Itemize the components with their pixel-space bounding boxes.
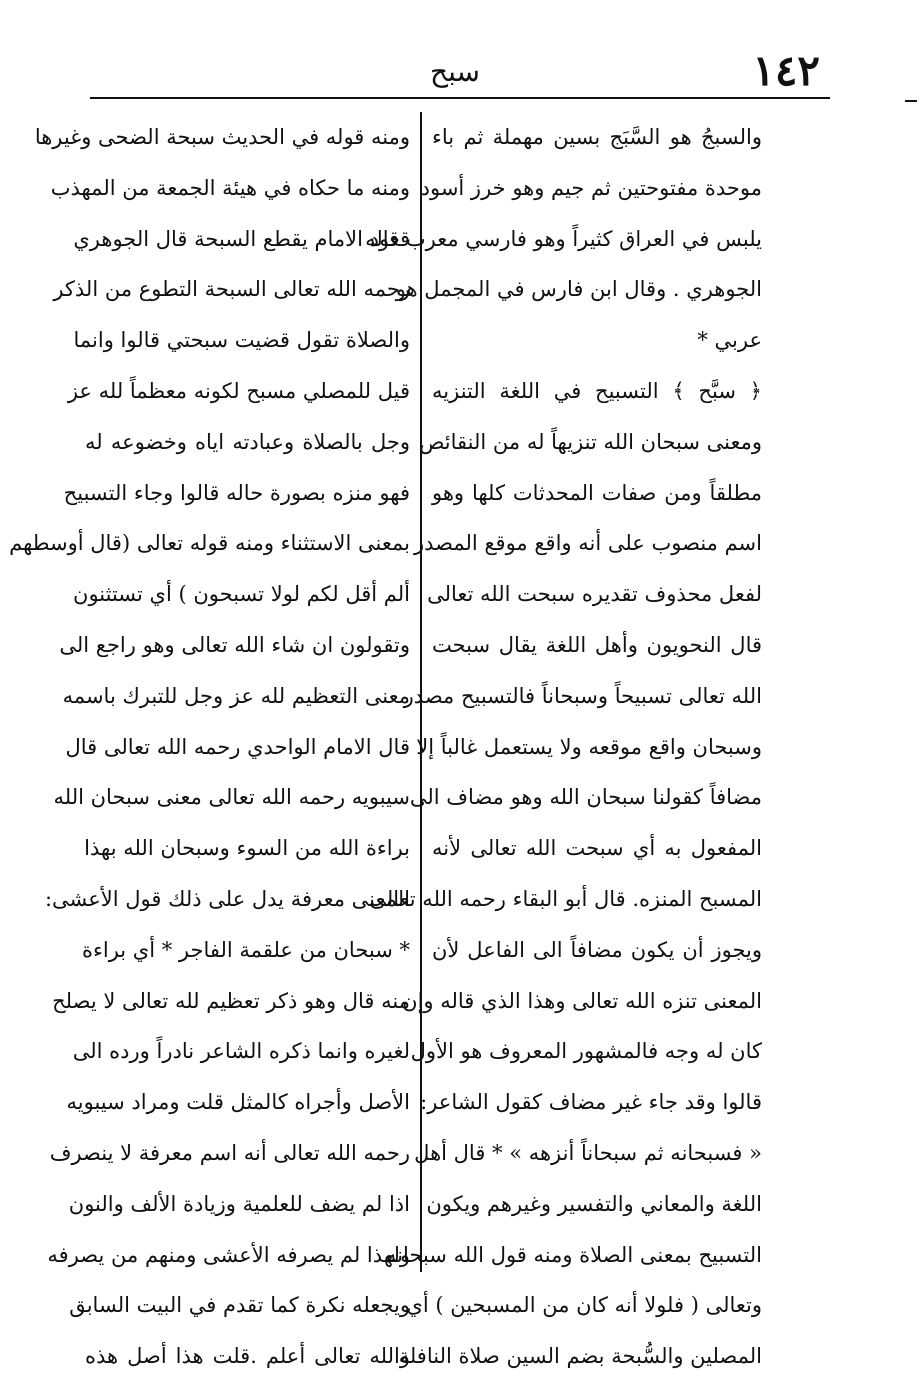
text-line: والله تعالى أعلم .قلت هذا أصل هذه [85,1344,410,1369]
text-line: لفعل محذوف تقديره سبحت الله تعالى [427,582,762,607]
text-line: معنى التعظيم لله عز وجل للتبرك باسمه [62,683,410,708]
text-line: سيبويه رحمه الله تعالى معنى سبحان الله [53,785,410,810]
text-line: الأصل وأجراه كالمثل قلت ومراد سيبويه [66,1090,410,1115]
margin-mark [905,100,917,102]
text-line: المفعول به أي سبحت الله تعالى لأنه [432,836,762,861]
text-line: المصلين والسُّبحة بضم السين صلاة النافلة [398,1344,762,1369]
text-line: وجل بالصلاة وعبادته اياه وخضوعه له [85,429,410,454]
text-line: ألم أقل لكم لولا تسبحون ) أي تستثنون [73,582,410,607]
text-line: مطلقاً ومن صفات المحدثات كلها وهو [432,480,762,505]
text-line: المعنى معرفة يدل على ذلك قول الأعشى: [44,886,410,911]
text-line: منه قال وهو ذكر تعظيم لله تعالى لا يصلح [52,988,410,1013]
text-line: لغيره وانما ذكره الشاعر نادراً ورده الى [72,1039,410,1064]
text-line: ومعنى سبحان الله تنزيهاً له من النقائص [419,429,762,454]
text-line: والسبجُ هو السَّبَج بسين مهملة ثم باء [432,125,762,149]
text-line: يلبس في العراق كثيراً وهو فارسي معرب قاله [365,226,762,251]
text-line: ولهذا لم يصرفه الأعشى ومنهم من يصرفه [47,1242,410,1267]
text-line: « فسبحانه ثم سبحاناً أنزهه » * قال أهل [414,1140,762,1165]
text-line: التسبيح بمعنى الصلاة ومنه قول الله سبحانه [385,1242,762,1267]
text-line: المسبح المنزه. قال أبو البقاء رحمه الله تعالى [369,886,762,911]
text-line: مضافاً كقولنا سبحان الله وهو مضاف الى [409,785,762,810]
text-line: ويجعله نكرة كما تقدم في البيت السابق [69,1293,410,1318]
text-line: بمعنى الاستثناء ومنه قوله تعالى (قال أوسطهم [9,531,410,556]
text-line: * سبحان من علقمة الفاجر * أي براءة [81,937,410,962]
text-line: اللغة والمعاني والتفسير وغيرهم ويكون [426,1191,762,1216]
text-line: قيل للمصلي مسبح لكونه معظماً لله عز [67,378,410,403]
running-head: سبح [430,55,480,88]
text-line: الله تعالى تسبيحاً وسبحاناً فالتسبيح مصدر [403,683,762,708]
text-line: براءة الله من السوء وسبحان الله بهذا [84,836,410,861]
left-column [9,112,410,1369]
text-line: الجوهري . وقال ابن فارس في المجمل هو [395,277,762,302]
right-column [365,112,762,1369]
text-line: كان له وجه فالمشهور المعروف هو الأول [410,1039,762,1064]
text-line: عربي * [697,328,762,353]
text-line: المعنى تنزه الله تعالى وهذا الذي قاله وإن [402,988,762,1013]
page-number: ١٤٢ [752,46,820,95]
text-line: موحدة مفتوحتين ثم جيم وهو خرز أسود [420,175,762,200]
text-line: قعود الامام يقطع السبحة قال الجوهري [73,226,410,251]
text-line: رحمه الله تعالى السبحة التطوع من الذكر [53,277,410,302]
text-line: رحمه الله تعالى أنه اسم معرفة لا ينصرف [49,1140,410,1165]
text-line: والصلاة تقول قضيت سبحتي قالوا وانما [73,328,410,353]
text-line: اذا لم يضف للعلمية وزيادة الألف والنون [68,1191,410,1216]
text-line: وتعالى ( فلولا أنه كان من المسبحين ) أي [406,1293,762,1318]
text-line: قال النحويون وأهل اللغة يقال سبحت [432,632,762,657]
page-header [90,46,820,95]
text-line: ومنه قوله في الحديث سبحة الضحى وغيرها [34,125,410,149]
text-line: فهو منزه بصورة حاله قالوا وجاء التسبيح [63,480,410,505]
text-line: قالوا وقد جاء غير مضاف كقول الشاعر: [420,1090,762,1115]
text-line: ومنه ما حكاه في هيئة الجمعة من المهذب [50,175,410,200]
text-line: ﴿ سبَّح ﴾ التسبيح في اللغة التنزيه [432,378,762,403]
header-rule [90,97,830,99]
text-line: وتقولون ان شاء الله تعالى وهو راجع الى [59,632,410,657]
text-line: ويجوز أن يكون مضافاً الى الفاعل لأن [432,937,762,962]
column-divider [420,112,422,1272]
text-line: اسم منصوب على أنه واقع موقع المصدر [413,531,762,556]
text-line: قال الامام الواحدي رحمه الله تعالى قال [65,734,410,759]
text-line: وسبحان واقع موقعه ولا يستعمل غالباً إلا [416,734,762,759]
